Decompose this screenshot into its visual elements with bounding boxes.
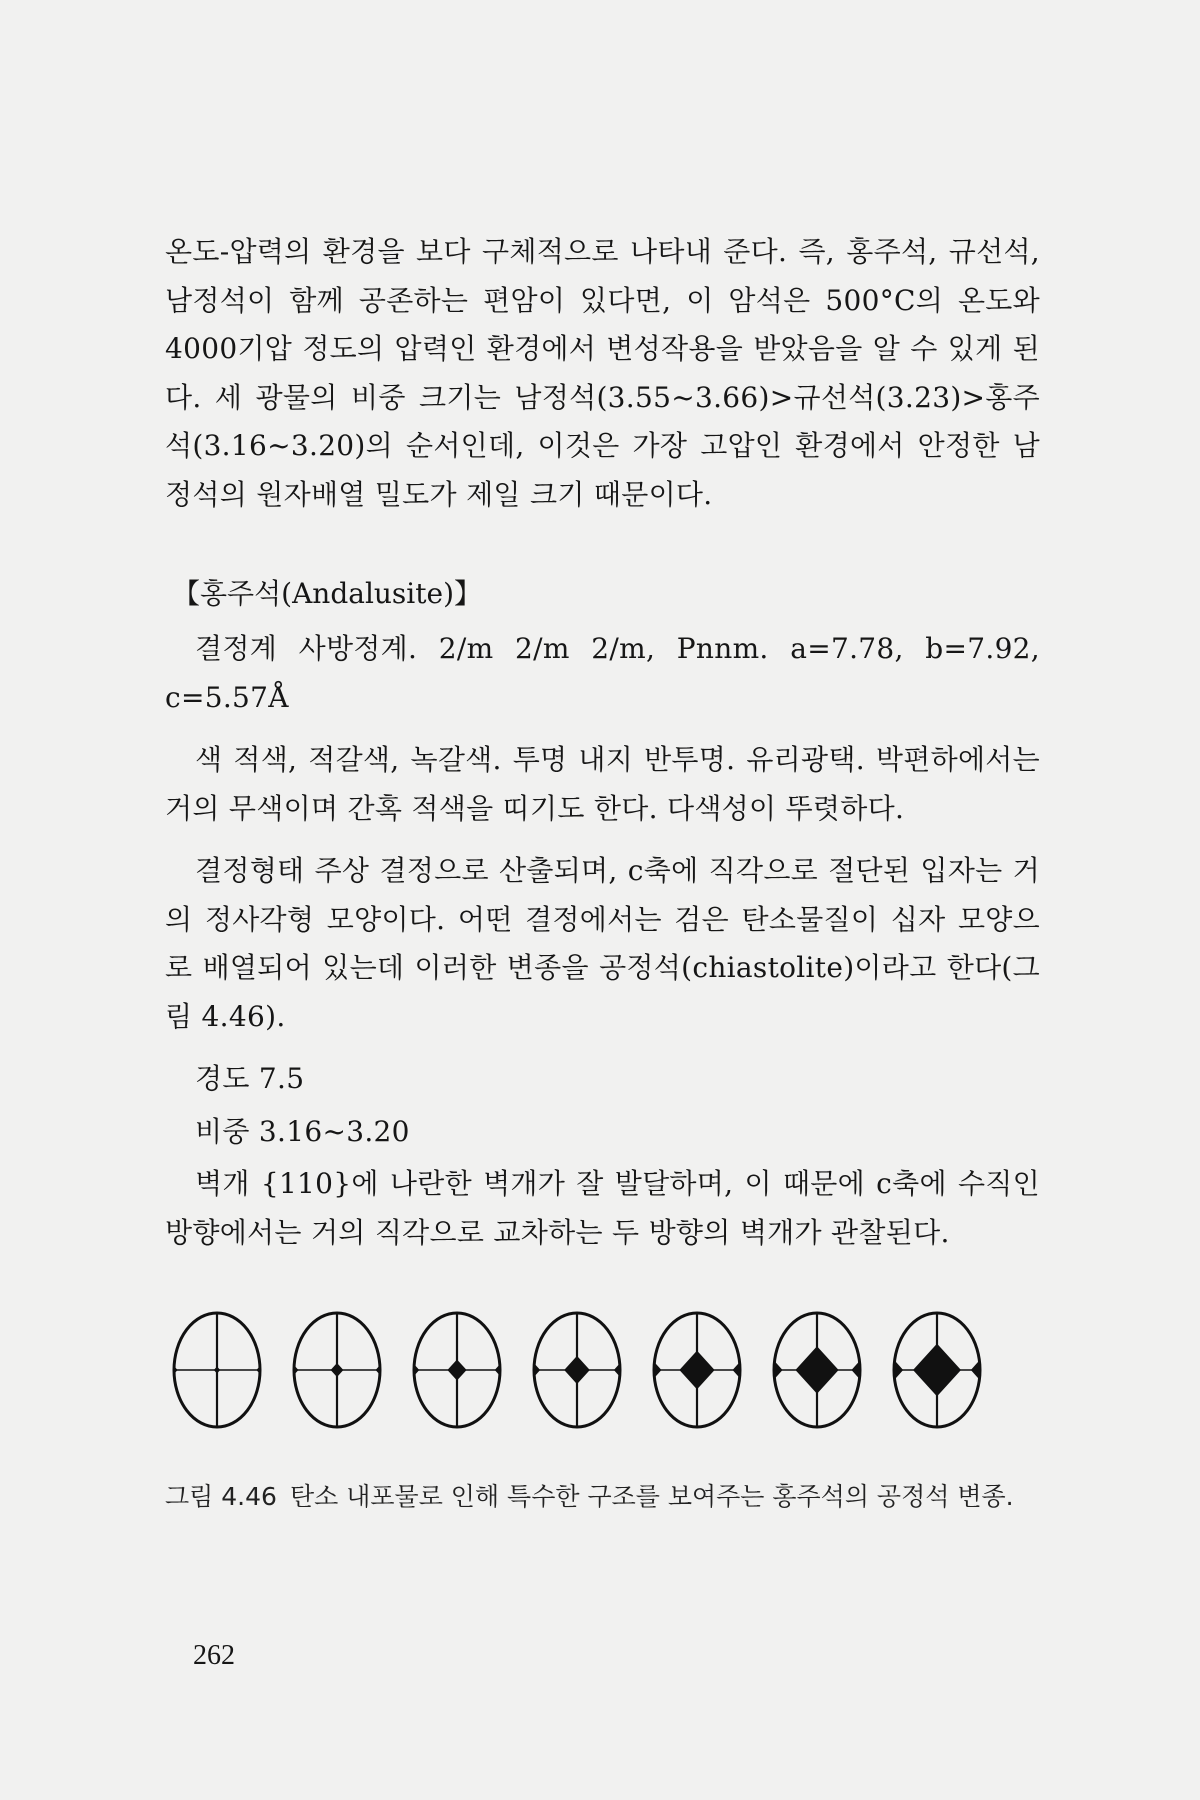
specific-gravity-line: 비중 3.16~3.20 (195, 1114, 410, 1148)
caption-label: 그림 4.46 (165, 1482, 277, 1511)
chiastolite-crystal-sections (165, 1295, 1045, 1445)
intro-paragraph-block (165, 228, 1040, 519)
hardness-line: 경도 7.5 (195, 1062, 305, 1095)
crystal-section-6 (774, 1313, 860, 1427)
crystal-section-2 (294, 1313, 380, 1427)
cleavage-paragraph: 벽개 {110}에 나란한 벽개가 잘 발달하며, 이 때문에 c축에 수직인 방향에서는 거의 직각으로 교차하는 두 방향의 벽개가 관찰된다. (165, 1167, 1040, 1249)
crystal-section-4 (534, 1313, 620, 1427)
crystal-system-paragraph: 결정계 사방정계. 2/m 2/m 2/m, Pnnm. a=7.78, b=7.92, c=5.57Å (165, 632, 1040, 714)
crystal-section-7 (894, 1313, 980, 1427)
chiastolite-figure (165, 1295, 1045, 1445)
color-paragraph: 색 적색, 적갈색, 녹갈색. 투명 내지 반투명. 유리광택. 박편하에서는 거의 무색이며 간혹 적색을 띠기도 한다. 다색성이 뚜렷하다. (165, 743, 1040, 825)
section-heading: 【홍주석(Andalusite)】 (172, 577, 482, 610)
caption-text: 탄소 내포물로 인해 특수한 구조를 보여주는 홍주석의 공정석 변종. (290, 1482, 1014, 1511)
crystal-section-3 (414, 1313, 500, 1427)
mineral-properties (165, 625, 1040, 1271)
crystal-section-5 (654, 1313, 740, 1427)
figure-caption (165, 1478, 1045, 1516)
intro-paragraph: 온도-압력의 환경을 보다 구체적으로 나타내 준다. 즉, 홍주석, 규선석, 남정석이 함께 공존하는 편암이 있다면, 이 암석은 500°C의 온도와 4000기압 정도의 압력인 환경에서 변성작용을 받았음을 알 수 있게 된다. 세 광물의 비중 크기는 남정석(3.55~3.66)>규선석(3.23)>홍주석(3.16~3.20)의 순서인데, 이것은 가장 고압인 환경에서 안정한 남정석의 원자배열 밀도가 제일 크기 때문이다. (165, 235, 1040, 511)
crystal-habit-paragraph: 결정형태 주상 결정으로 산출되며, c축에 직각으로 절단된 입자는 거의 정사각형 모양이다. 어떤 결정에서는 검은 탄소물질이 십자 모양으로 배열되어 있는데 이러한 변종을 공정석(chiastolite)이라고 한다(그림 4.46). (165, 854, 1040, 1033)
page-number: 262 (193, 1640, 235, 1671)
crystal-section-1 (174, 1313, 260, 1427)
